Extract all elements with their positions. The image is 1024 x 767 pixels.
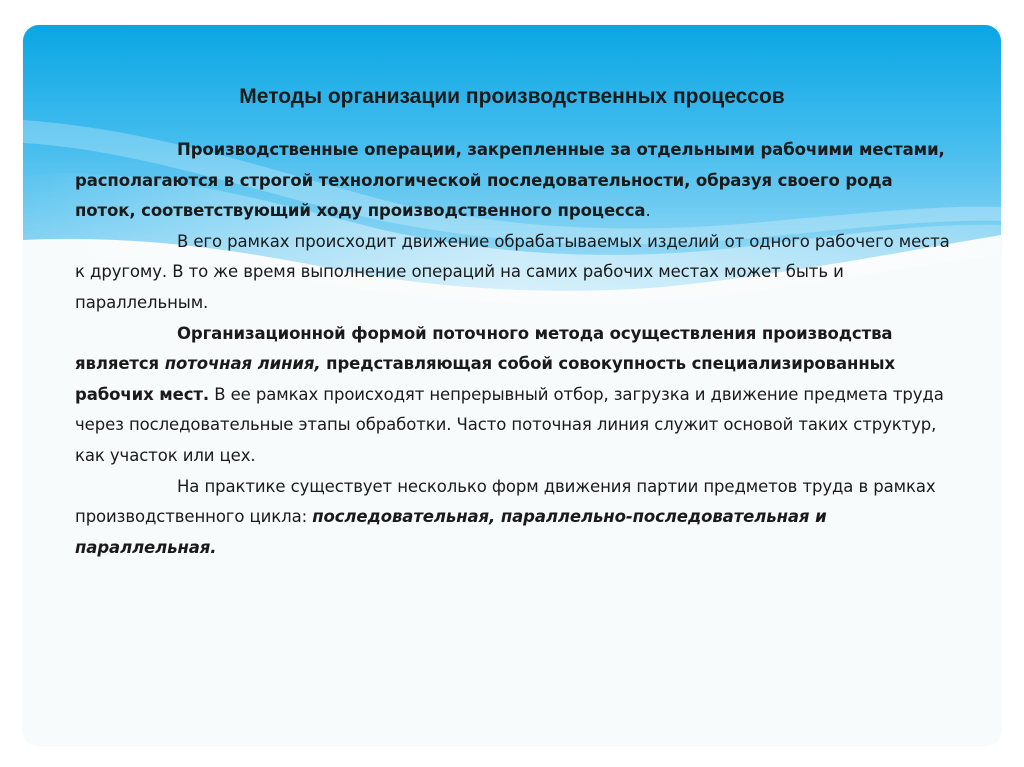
- body-paragraph: [75, 472, 955, 564]
- slide-body: [75, 135, 955, 563]
- text-run: .: [645, 201, 651, 221]
- text-run: поточная линия,: [164, 354, 321, 374]
- text-run: Организационной формой поточного метода осуществления производства является: [75, 323, 893, 374]
- slide-title: Методы организации производственных процессов: [239, 85, 785, 108]
- text-run: На практике существует несколько форм движения партии предметов труда в рамках производственного цикла:: [75, 476, 936, 527]
- text-run: последовательная, параллельно-последовательная и параллельная.: [75, 507, 827, 557]
- body-paragraph: [75, 135, 955, 227]
- body-paragraph: [75, 319, 955, 472]
- text-run: В его рамках происходит движение обрабатываемых изделий от одного рабочего места к другому. В то же время выполнение операций на самих рабочих местах может быть и параллельным.: [75, 231, 950, 312]
- text-run: В ее рамках происходят непрерывный отбор, загрузка и движение предмета труда через последовательные этапы обработки. Часто поточная линия служит основой таких структур, как участок или цех.: [75, 384, 944, 465]
- text-run: представляющая собой совокупность специализированных рабочих мест.: [75, 354, 896, 404]
- slide: [23, 25, 1001, 745]
- body-paragraph: [75, 227, 955, 319]
- text-run: Производственные операции, закрепленные за отдельными рабочими местами, располагаются в строгой технологической последовательности, образуя своего рода поток, соответствующий ходу производственного процесса: [75, 140, 945, 221]
